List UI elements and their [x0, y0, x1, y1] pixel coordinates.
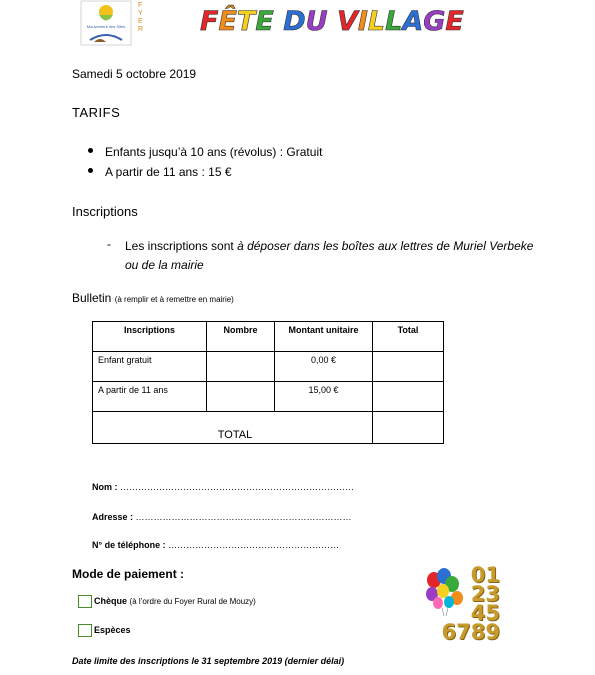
nom-field[interactable] — [92, 482, 354, 492]
tarif-item-text: Enfants jusqu’à 10 ans (révolus) : Gratuit — [105, 145, 323, 159]
adresse-field[interactable] — [92, 512, 352, 522]
nombre-cell[interactable] — [207, 382, 275, 412]
total-cell[interactable] — [373, 382, 444, 412]
banner-letter: L — [367, 6, 386, 37]
table-header-row — [93, 322, 444, 352]
bullet-icon — [88, 168, 93, 173]
tarif-item — [88, 145, 322, 159]
table-row — [93, 382, 444, 412]
inscriptions-text — [125, 237, 545, 275]
banner-title — [200, 5, 464, 37]
banner-letter: L — [385, 6, 403, 37]
banner-letter: D — [283, 6, 306, 37]
digits-line: 23 — [470, 582, 500, 606]
grand-total-cell[interactable] — [373, 412, 444, 444]
col-header: Inscriptions — [93, 322, 207, 352]
fete-du-village-banner — [198, 0, 464, 40]
col-header: Montant unitaire — [275, 322, 373, 352]
bulletin-heading — [72, 291, 234, 305]
side-mark: F Y E R — [138, 2, 144, 33]
banner-letter: G — [423, 6, 446, 37]
banner-letter: A — [402, 6, 424, 37]
banner-letter: F — [200, 6, 219, 37]
deadline-note: Date limite des inscriptions le 31 septembre 2019 (dernier délai) — [72, 656, 345, 666]
telephone-field[interactable] — [92, 540, 339, 550]
montant-cell: 0,00 € — [275, 352, 373, 382]
especes-option — [94, 625, 131, 635]
table-row — [93, 352, 444, 382]
telephone-dots: ………………………………………………… — [168, 540, 340, 550]
especes-label: Espèces — [94, 625, 131, 635]
logo-text: Mouvement des Sites — [86, 24, 126, 29]
row-label: A partir de 11 ans — [93, 382, 207, 412]
banner-letter: Ê — [218, 6, 237, 37]
village-logo — [80, 0, 132, 46]
cheque-option — [94, 596, 256, 606]
digits-line: 01 — [470, 563, 500, 587]
nom-dots: …………………………………………………………………… — [120, 482, 355, 492]
digits-line: 6789 — [441, 620, 500, 644]
tarif-item — [88, 165, 232, 179]
cheque-note: (à l’ordre du Foyer Rural de Mouzy) — [129, 597, 256, 606]
tarif-item-text: A partir de 11 ans : 15 € — [105, 165, 232, 179]
col-header: Total — [373, 322, 444, 352]
payment-heading: Mode de paiement : — [72, 567, 185, 581]
adresse-label: Adresse : — [92, 512, 134, 522]
especes-checkbox[interactable] — [78, 624, 92, 637]
montant-cell: 15,00 € — [275, 382, 373, 412]
nom-label: Nom : — [92, 482, 118, 492]
dash-marker: - — [107, 237, 111, 251]
total-label: TOTAL — [93, 412, 373, 444]
banner-letter: E — [445, 6, 464, 37]
table-total-row — [93, 412, 444, 444]
digits-line: 45 — [470, 601, 500, 625]
bullet-icon — [88, 148, 93, 153]
banner-letter: T — [236, 6, 256, 37]
inscriptions-text-italic: à déposer dans les boîtes aux lettres de Muriel Verbeke ou de la mairie — [125, 239, 534, 272]
cheque-checkbox[interactable] — [78, 595, 92, 608]
banner-letter — [328, 6, 337, 37]
cheque-label: Chèque — [94, 596, 128, 606]
decorative-digits — [440, 563, 500, 644]
row-label: Enfant gratuit — [93, 352, 207, 382]
banner-letter: V — [336, 6, 358, 37]
col-header: Nombre — [207, 322, 275, 352]
telephone-label: N° de téléphone : — [92, 540, 166, 550]
event-date: Samedi 5 octobre 2019 — [72, 67, 197, 81]
inscriptions-text-prefix: Les inscriptions sont — [125, 239, 238, 253]
banner-letter: I — [357, 6, 368, 37]
tarifs-heading: TARIFS — [72, 105, 121, 120]
banner-letter — [274, 6, 283, 37]
svg-text:FÊTE DU VILLAGE — [200, 5, 464, 37]
registration-table — [92, 321, 444, 444]
total-cell[interactable] — [373, 352, 444, 382]
banner-letter: U — [305, 6, 328, 37]
banner-letter: E — [255, 6, 274, 37]
bulletin-note: (à remplir et à remettre en mairie) — [114, 295, 234, 304]
adresse-dots: ……………………………………………………………… — [135, 512, 352, 522]
bulletin-title: Bulletin — [72, 291, 112, 305]
inscriptions-heading: Inscriptions — [72, 204, 138, 219]
nombre-cell[interactable] — [207, 352, 275, 382]
